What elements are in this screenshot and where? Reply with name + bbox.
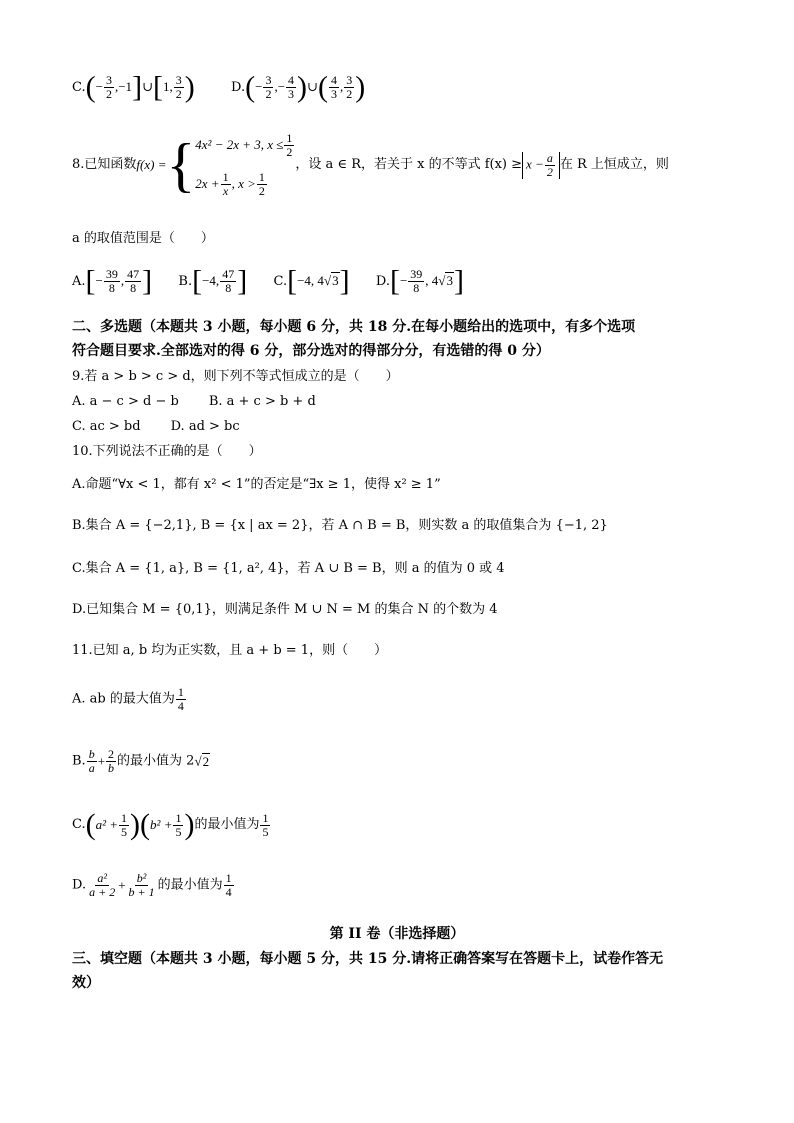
- q8-option-d[interactable]: D.[− $\frac{39}{8}$ , 4√3]: [375, 264, 464, 297]
- q10-option-d[interactable]: D.已知集合 M = {0,1}，则满足条件 M ∪ N = M 的集合 N 的个数为 4: [72, 602, 498, 617]
- q8-stem: 8.已知函数f(x) ={ 4x² − 2x + 3, x ≤ $\frac{1}{2}$ 2x + $\frac{1}{x}$ , x > $\frac{1}{2}$ ，设 a ∈ R，若关于 x 的不等式 f(x) ≥ x − $\frac{a}{2}$ 在 R 上恒成立，则: [72, 131, 669, 198]
- q11-option-c[interactable]: C.(a² + $\frac{1}{5}$ )(b² + $\frac{1}{5}$ )的最小值为 $\frac{1}{5}$: [72, 808, 269, 841]
- q9-options-row1: [72, 393, 316, 411]
- q9-option-b[interactable]: B. a + c > b + d: [208, 394, 316, 409]
- q9-stem: 9.若 a > b > c > d，则下列不等式恒成立的是（ ）: [72, 369, 399, 384]
- q8-option-c[interactable]: C.[−4, 4√3]: [273, 264, 350, 297]
- q11-option-b[interactable]: B. $\frac{b}{a}$ + $\frac{2}{b}$ 的最小值为 2√2: [72, 747, 210, 775]
- q9-option-d[interactable]: D. ad > bc: [170, 419, 240, 434]
- q11-option-d[interactable]: D. $\frac{\text{a²}}{a + 2}$ + $\frac{\text{b²}}{b + 1}$ 的最小值为 $\frac{1}{4}$: [72, 871, 232, 899]
- section-2-header-line1: 二、多选题（本题共 3 小题，每小题 6 分，共 18 分.在每小题给出的选项中，有多个选项: [72, 319, 636, 335]
- q7-option-c[interactable]: C.(− $\frac{3}{2}$ ,−1]∪[1, $\frac{3}{2}$ ): [72, 70, 195, 103]
- q7-option-d[interactable]: D.(− $\frac{3}{2}$ ,− $\frac{4}{3}$ )∪( $\frac{4}{3}$ , $\frac{3}{2}$ ): [231, 70, 366, 103]
- q8-option-a[interactable]: A.[− $\frac{39}{8}$ , $\frac{47}{8}$ ]: [72, 264, 153, 297]
- q8-stem-line2: a 的取值范围是（ ）: [72, 231, 214, 246]
- q10-option-a[interactable]: A.命题“∀x < 1，都有 x² < 1”的否定是“∃x ≥ 1，使得 x² ≥ 1”: [72, 477, 441, 492]
- q8-abs: x − $\frac{a}{2}$: [522, 152, 560, 179]
- q11-option-a[interactable]: A. ab 的最大值为 $\frac{1}{4}$: [72, 685, 184, 713]
- q10-option-b[interactable]: B.集合 A = {−2,1}, B = {x | ax = 2}，若 A ∩ B = B，则实数 a 的取值集合为 {−1, 2}: [72, 518, 608, 533]
- section-2-header-line2: 符合题目要求.全部选对的得 6 分，部分选对的得部分分，有选错的得 0 分）: [72, 343, 550, 359]
- part-2-title: 第 II 卷（非选择题）: [329, 926, 465, 942]
- section-3-header-line2: 效）: [72, 975, 100, 991]
- q11-stem: 11.已知 a, b 均为正实数，且 a + b = 1，则（ ）: [72, 643, 388, 658]
- q8-piecewise: 4x² − 2x + 3, x ≤ $\frac{1}{2}$ 2x + $\frac{1}{x}$ , x > $\frac{1}{2}$: [195, 131, 293, 198]
- q9-options-row2: [72, 418, 240, 436]
- q10-option-c[interactable]: C.集合 A = {1, a}, B = {1, a², 4}，若 A ∪ B = B，则 a 的值为 0 或 4: [72, 561, 505, 576]
- q8-options-row: [72, 266, 464, 296]
- q10-stem: 10.下列说法不正确的是（ ）: [72, 444, 262, 459]
- q9-option-a[interactable]: A. a − c > d − b: [72, 394, 179, 409]
- section-3-header-line1: 三、填空题（本题共 3 小题，每小题 5 分，共 15 分.请将正确答案写在答题卡上，试卷作答无: [72, 951, 664, 967]
- q9-option-c[interactable]: C. ac > bd: [72, 419, 141, 434]
- q8-option-b[interactable]: B.[−4, $\frac{47}{8}$ ]: [178, 264, 248, 297]
- q7-options-row: [72, 72, 365, 102]
